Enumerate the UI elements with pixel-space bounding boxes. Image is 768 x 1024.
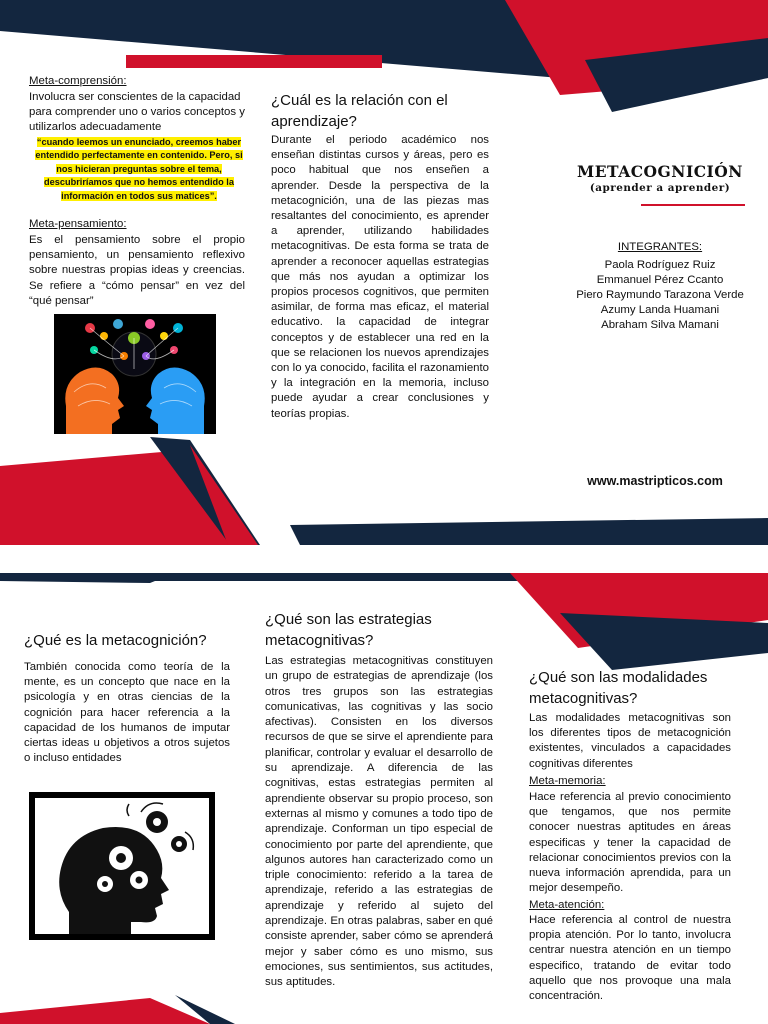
meta-atencion-label: Meta-atención: — [529, 899, 605, 911]
cover-subtitle: (aprender a aprender) — [589, 182, 731, 194]
member-name: Abraham Silva Mamani — [601, 319, 719, 331]
gear-head-illustration — [29, 792, 215, 940]
relacion-body: Durante el periodo académico nos enseñan distintas cursos y áreas, pero es poco habitual que nos enseñen a aprender. Desde la perspectiva de la metacognición, una de las piezas mas resaltantes del conocimiento, es aprender a aprender, utilizando habilidades metacognitivas. De esta forma se trata de aprender a reconocer aquellas estrategias que más nos ayudan a optimizar los propios procesos cognitivos, que permiten asimilar, de forma mas eficaz, el material educativo. la capacidad de integrar conceptos y de establecer una red en la que se relacionen los nuevos aprendizajes con lo ya conocido, facilita el razonamiento y la integración en la memoria, incluso puede ayudar a crear conclusiones y teorías propias. — [271, 134, 489, 420]
que-es-heading: ¿Qué es la metacognición? — [24, 632, 207, 649]
modalidades-heading: ¿Qué son las modalidades metacognitivas? — [529, 669, 708, 707]
relacion-heading: ¿Cuál es la relación con el aprendizaje? — [271, 92, 448, 130]
member-name: Emmanuel Pérez Ccanto — [596, 274, 724, 286]
meta-memoria-body: Hace referencia al previo conocimiento que tengamos, que nos permite conocer nuestras aptitudes en áreas especificas y tener la capacidad de relacionar conocimientos previos con la nueva información aprendida, para un mejor desempeño. — [529, 791, 731, 895]
meta-comprension-label: Meta-comprensión: — [29, 75, 127, 87]
highlighted-quote: “cuando leemos un enunciado, creemos haber entendido perfectamente en contenido. Pero, si nos hicieran preguntas sobre el tema, descubriríamos que no hemos entendido la información en todos sus matices”. — [35, 137, 243, 201]
modalidades-intro: Las modalidades metacognitivas son los diferentes tipos de metacognición existentes, vinculados a capacidades cognitivas diferentes — [529, 712, 731, 770]
member-name: Azumy Landa Huamani — [600, 304, 720, 316]
meta-pensamiento-body: Es el pensamiento sobre el propio pensamiento, un pensamiento reflexivo sobre nuestras propias ideas y creencias. Se refiere a “cómo pensar” en vez del “qué pensar” — [29, 234, 245, 307]
brain-network-illustration — [54, 314, 216, 434]
meta-atencion-body: Hace referencia al control de nuestra propia atención. Por lo tanto, involucra centrar nuestra atención en un tiempo especifico, tratando de evitar todo aquello que nos provoque una mala concentración. — [529, 914, 731, 1003]
estrategias-heading: ¿Qué son las estrategias metacognitivas? — [265, 611, 432, 649]
estrategias-body: Las estrategias metacognitivas constituyen un grupo de estrategias de aprendizaje (los otros tres grupos son las estrategias comunicativas, las cognitivas y las socio afectivas). Consisten en los diversos recursos de que se sirve el aprendiente para planificar, controlar y evaluar el desarrollo de su aprendizaje. A diferencia de las cognitivas, estas estrategias permiten al aprendiente observar su propio proceso, son externas al mismo y comunes a todo tipo de aprendizaje. Conforman un tipo especial de conocimiento por parte del aprendiente, que algunos autores han caracterizado como un triple conocimiento: referido a la tarea de aprendizaje, referido a las estrategias de aprendizaje y referido al sujeto del aprendizaje. En otras palabras, saber en qué consiste aprender, saber cómo se aprenderá mejor y saber cómo es uno mismo, sus emociones, sus sentimientos, sus actitudes, sus aptitudes. — [265, 655, 493, 989]
website-link[interactable]: www.mastripticos.com — [587, 474, 723, 488]
brochure-page-inside — [0, 573, 768, 1024]
cover-title: METACOGNICIÓN — [577, 162, 743, 181]
meta-memoria-label: Meta-memoria: — [529, 775, 606, 787]
que-es-body: También conocida como teoría de la mente, es un concepto que nace en la psicología y en otras ciencias de la cognición para hacer referencia a la capacidad de los humanos de imputar ciertas ideas u objetivos a otros sujetos o incluso entidades — [24, 661, 230, 765]
page-gap — [0, 545, 768, 573]
integrantes-label: INTEGRANTES: — [617, 241, 703, 253]
meta-pensamiento-label: Meta-pensamiento: — [29, 218, 127, 230]
member-name: Piero Raymundo Tarazona Verde — [576, 289, 744, 301]
meta-comprension-body: Involucra ser conscientes de la capacidad para comprender uno o varios conceptos y utilizarlos adecuadamente — [29, 91, 245, 134]
member-name: Paola Rodríguez Ruiz — [604, 259, 716, 271]
